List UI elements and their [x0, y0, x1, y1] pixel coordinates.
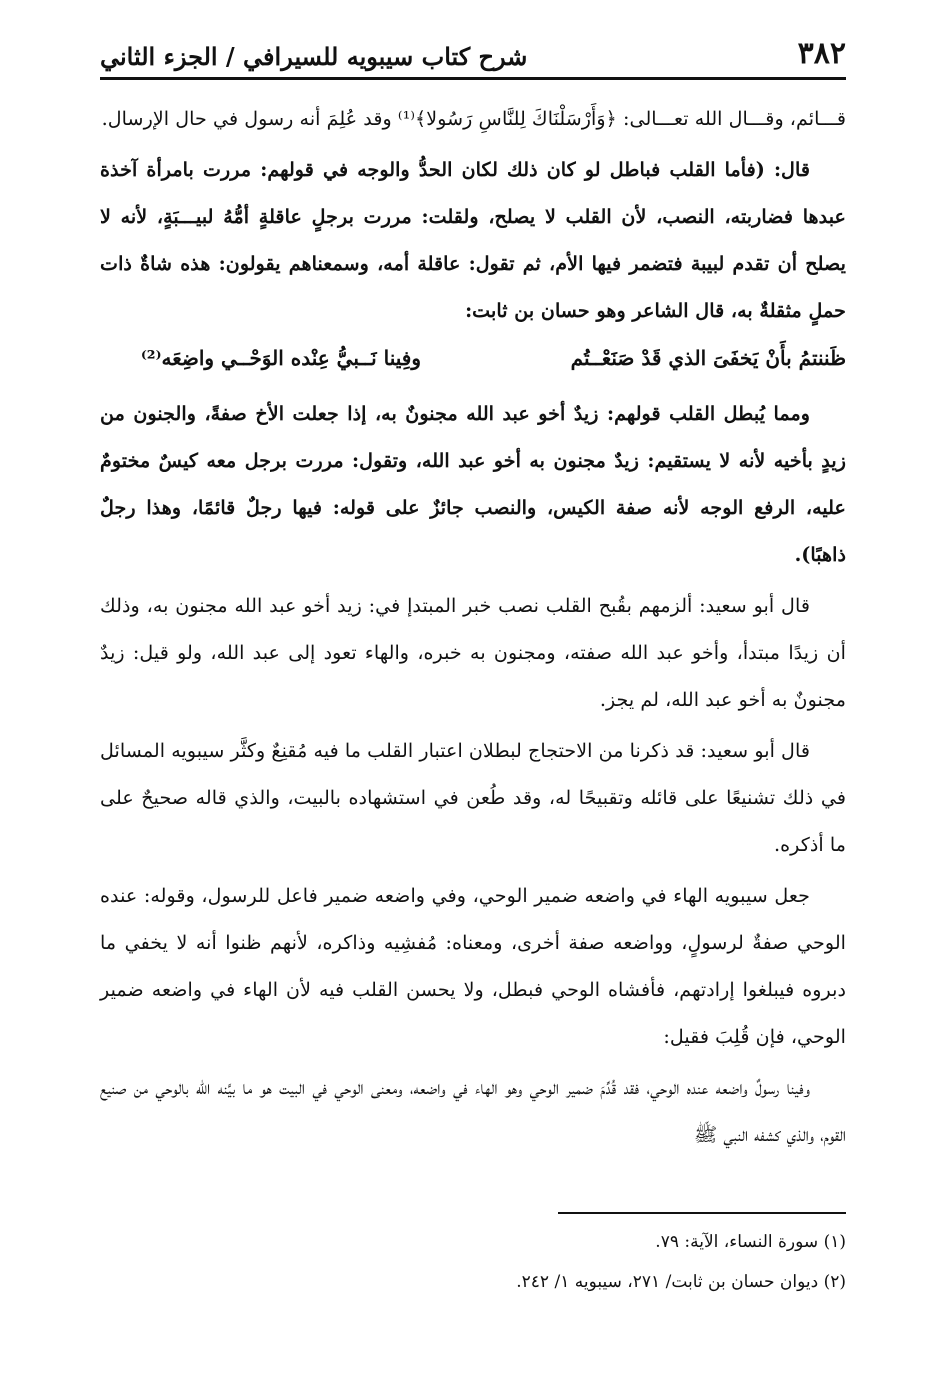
footnote: (٢) ديوان حسان بن ثابت/ ٢٧١، سيبويه ١/ ٢٤٢.	[516, 1272, 846, 1292]
quoted-paragraph: قال: (فأما القلب فباطل لو كان ذلك لكان الحدُّ والوجه في قولهم: مررت بامرأة آخذة عبدها فضاربته، النصب، لأن القلب لا يصلح، ولقلت: مررت برجلٍ عاقلةٍ أمُّهُ لبيـــبَةٍ، لأنه لا يصلح أن تقدم لبيبة فتضمر فيها الأم، ثم تقول: عاقلة أمه، وسمعناهم يقولون: هذه شاةٌ ذات حملٍ مثقلةٌ به، قال الشاعر وهو حسان بن ثابت:	[100, 158, 846, 322]
footnote-separator	[558, 1212, 846, 1214]
running-title: شرح كتاب سيبويه للسيرافي / الجزء الثاني	[100, 42, 528, 71]
header-rule	[100, 77, 846, 80]
footnote: (١) سورة النساء، الآية: ٧٩.	[655, 1232, 846, 1252]
paragraph: وفينا رسولٌ واضعه عنده الوحي، فقد قُدِّمَ ضمير الوحي وهو الهاء في واضعه، ومعنى الوحي في البيت هو ما بيَّنه الله بالوحي من صنيع القوم، والذي كشفه النبي ﷺ	[100, 1076, 846, 1146]
paragraph: قال أبو سعيد: ألزمهم بقُبح القلب نصب خبر المبتدإ في: زيد أخو عبد الله مجنون به، وذلك أن زيدًا مبتدأ، وأخو عبد الله صفته، ومجنون به خبره، والهاء تعود إلى عبد الله، ولو قيل: زيدٌ مجنونٌ به أخو عبد الله، لم يجز.	[100, 594, 846, 711]
page-number: ٣٨٢	[797, 36, 846, 71]
verse-hemistich-second: وفِينا نَــبيُّ عِنْده الوَحْــي واضِعَه⁽²⁾	[140, 346, 421, 370]
paragraph: قال أبو سعيد: قد ذكرنا من الاحتجاج لبطلان اعتبار القلب ما فيه مُقنِعٌ وكثَّر سيبويه المسائل في ذلك تشنيعًا على قائله وتقبيحًا له، وقد طُعن في استشهاده بالبيت، والذي قاله صحيحٌ على ما أذكره.	[100, 739, 846, 856]
page-header	[100, 30, 846, 80]
verse-hemistich-first: ظَننتمُ بأَنْ يَخفَىَ الذي قَدْ صَنَعْــتُم	[570, 346, 846, 370]
paragraph: جعل سيبويه الهاء في واضعه ضمير الوحي، وفي واضعه ضمير فاعل للرسول، وقوله: عنده الوحي صفةٌ لرسولٍ، وواضعه صفة أخرى، ومعناه: مُفشِيه وذاكره، لأنهم ظنوا أنه لا يخفي ما دبروه فيبلغوا إرادتهم، فأفشاه الوحي فبطل، ولا يحسن القلب فيه لأن الهاء في واضعه ضمير الوحي، فإن قُلِبَ فقيل:	[100, 884, 846, 1048]
paragraph: قـــائم، وقـــال الله تعـــالى: ﴿وَأَرْسَلْنَاكَ لِلنَّاسِ رَسُولا﴾⁽¹⁾ وقد عُلِمَ أنه رسول في حال الإرسال.	[101, 107, 846, 130]
main-text	[100, 95, 846, 1162]
quoted-paragraph: ومما يُبطل القلب قولهم: زيدٌ أخو عبد الله مجنونٌ به، إذا جعلت الأخ صفةً، والجنون من زيدٍ بأخيه لأنه لا يستقيم: زيدٌ مجنون به أخو عبد الله، وتقول: مررت برجل معه كيسٌ مختومٌ عليه، الرفع الوجه لأنه صفة الكيس، والنصب جائزٌ على قوله: فيها رجلٌ قائمًا، وهذا رجلٌ ذاهبًا).	[100, 402, 846, 566]
poetry-verse	[100, 338, 846, 388]
footnotes	[100, 1222, 846, 1302]
